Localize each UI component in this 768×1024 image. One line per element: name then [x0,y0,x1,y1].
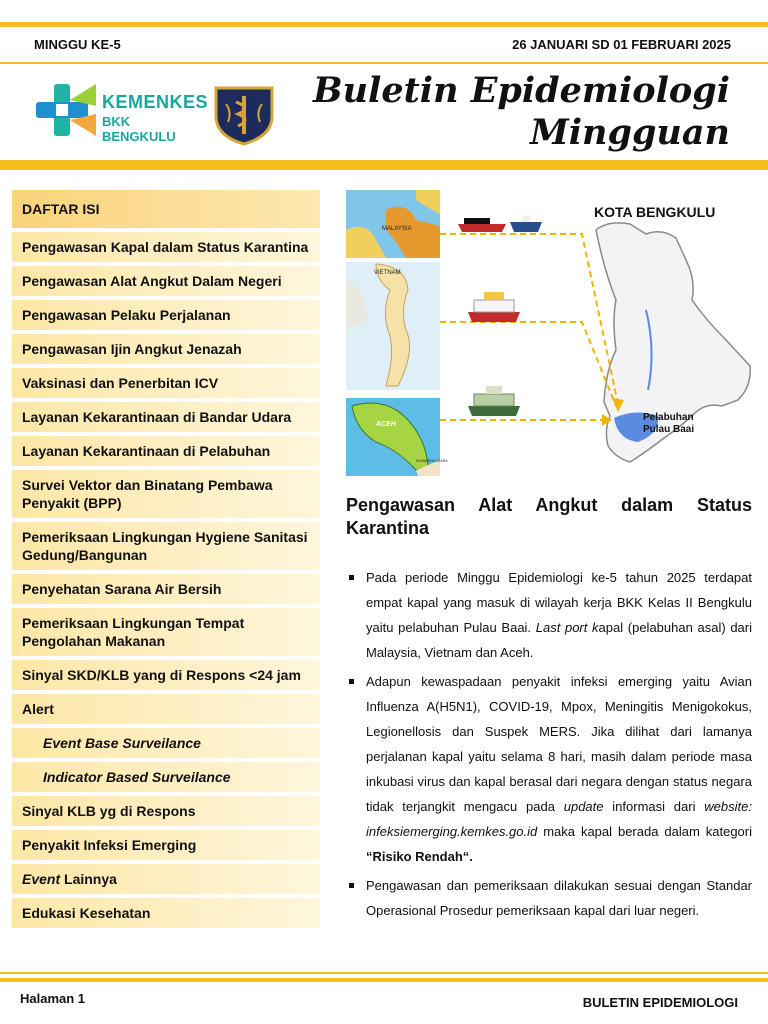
article-title-line2: Karantina [346,518,430,538]
aceh-map-thumb [346,398,448,476]
toc-subitem[interactable]: Indicator Based Surveilance [12,762,320,792]
toc-item[interactable]: Penyehatan Sarana Air Bersih [12,574,320,604]
malaysia-map-thumb [346,190,440,258]
b2-italic-update: update [563,799,604,814]
toc-heading: DAFTAR ISI [12,190,320,228]
b2-italic-website: website: infeksiemerging.kemkes.go.id [366,799,752,839]
vietnam-map-thumb [346,262,440,390]
toc-item[interactable]: Pengawasan Kapal dalam Status Karantina [12,232,320,262]
kemenkes-logo-icon [36,80,102,140]
toc-item[interactable]: Penyakit Infeksi Emerging [12,830,320,860]
map-city-label: KOTA BENGKULU [594,204,716,220]
kemenkes-logo [36,80,209,144]
header-bottom-bar [0,160,768,170]
toc-item[interactable]: Pengawasan Pelaku Perjalanan [12,300,320,330]
toc-item[interactable]: Pemeriksaan Lingkungan Hygiene Sanitasi Gedung/Bangunan [12,522,320,570]
title-line-1: Buletin Epidemiologi [313,70,730,111]
top-thin-line [0,62,768,64]
map-port-label-line1: Pelabuhan [643,412,694,423]
toc-item-event-lainnya[interactable] [12,864,320,894]
top-bar [0,22,768,27]
map-label-sumut: SUMATERA UTARA [416,459,448,463]
bullet-item [346,565,752,665]
ship-icon-3 [468,386,520,416]
article-bullets [346,565,752,927]
map-port-label-line2: Pulau Baai [643,424,695,435]
toc-item[interactable]: Sinyal SKD/KLB yang di Respons <24 jam [12,660,320,690]
ship-route-map [346,190,754,480]
b1-italic: Last port k [535,620,599,635]
footer-page-number: Halaman 1 [20,991,86,1006]
table-of-contents [12,190,320,932]
header-week: MINGGU KE-5 [34,37,121,52]
karantina-emblem [212,82,276,146]
map-label-aceh: ACEH [376,421,396,428]
article-title-line1: Pengawasan Alat Angkut dalam Status [346,495,752,515]
article-title [346,494,752,540]
toc-subitem[interactable]: Event Base Surveilance [12,728,320,758]
karantina-emblem-icon [212,82,276,146]
map-port-label [643,412,694,436]
toc-item[interactable]: Edukasi Kesehatan [12,898,320,928]
header-period: 26 JANUARI SD 01 FEBRUARI 2025 [512,37,731,52]
toc-item[interactable]: Layanan Kekarantinaan di Pelabuhan [12,436,320,466]
ship-icon-1 [458,216,542,232]
b1-text: Pada periode Minggu Epidemiologi ke-5 tahun 2025 terdapat empat kapal yang masuk di wilayah kerja BKK Kelas II Bengkulu yaitu pelabuhan Pulau Baai. [366,570,752,635]
toc-item[interactable]: Layanan Kekarantinaan di Bandar Udara [12,402,320,432]
toc-event-word: Event [22,871,61,887]
toc-item[interactable]: Pengawasan Alat Angkut Dalam Negeri [12,266,320,296]
bullet-item: Pengawasan dan pemeriksaan dilakukan sesuai dengan Standar Operasional Prosedur pemeriksaan kapal dari luar negeri. [346,873,752,923]
toc-item[interactable]: Vaksinasi dan Penerbitan ICV [12,368,320,398]
ship-icon-2 [468,292,520,322]
b1-text-2: apal (pelabuhan asal) dari Malaysia, Vietnam dan Aceh. [366,620,753,660]
b2-bold-risk: “Risiko Rendah“. [366,849,473,864]
bullet-item [346,669,752,869]
map-label-malaysia: MALAYSIA [382,226,412,232]
toc-item[interactable]: Sinyal KLB yg di Respons [12,796,320,826]
b2-text-3: maka kapal berada dalam kategori [543,824,752,839]
logo-text-bkk: BKK BENGKULU [102,114,176,144]
title-line-2: Mingguan [529,112,730,153]
toc-item[interactable]: Survei Vektor dan Binatang Pembawa Penyakit (BPP) [12,470,320,518]
route-lines [440,234,618,420]
footer-bar [0,978,768,982]
footer-publication-name: BULETIN EPIDEMIOLOGI [582,995,738,1010]
toc-item[interactable]: Pengawasan Ijin Angkut Jenazah [12,334,320,364]
b2-text: Adapun kewaspadaan penyakit infeksi emerging yaitu Avian Influenza A(H5N1), COVID-19, Mpox, Meningitis Menigokokus, Legionellosis dan Suspek MERS. Jika dilihat dari lamanya perjalanan kapal yaitu selama 8 hari, masih dalam periode masa inkubasi virus dan kapal berasal dari negara dengan status negara tidak terjangkit mengacu pada [366,674,752,814]
logo-text-kemenkes: KEMENKES [102,92,209,112]
bulletin-title [310,70,730,154]
toc-lainnya-word: Lainnya [64,871,117,887]
map-label-vietnam: VIETNAM [374,270,401,276]
toc-item[interactable]: Pemeriksaan Lingkungan Tempat Pengolahan Makanan [12,608,320,656]
footer-thin-line [0,972,768,974]
b2-text-2: informasi dari [612,799,696,814]
toc-item[interactable]: Alert [12,694,320,724]
